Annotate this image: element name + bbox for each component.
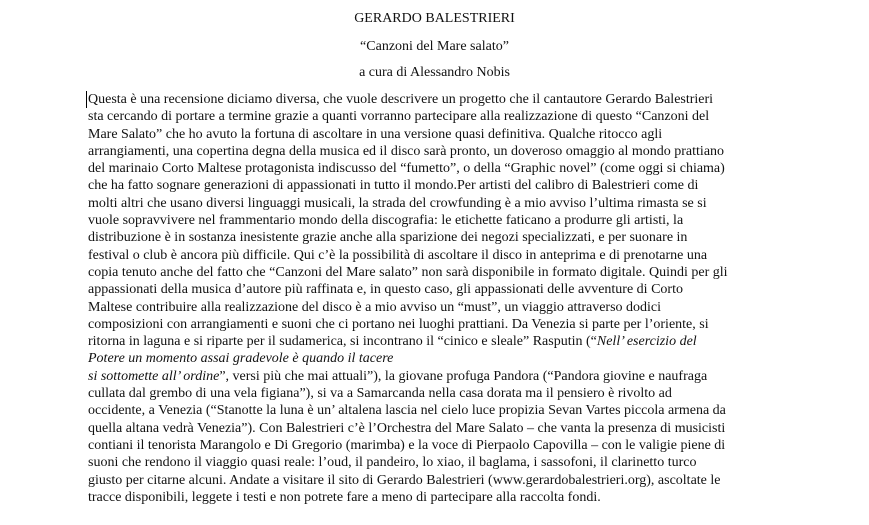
body-line: contiani il tenorista Marangolo e Di Gregorio (marimba) e la voce di Pierpaolo Capovilla – con le valigie piene di bbox=[88, 437, 726, 453]
body-line: distribuzione è in sostanza inesistente grazie anche alla sparizione dei negozi specializzati, e per suonare in bbox=[88, 230, 688, 246]
body-line: composizioni con arrangiamenti e suoni che ci portano nei luoghi prattiani. Da Venezia si parte per l’oriente, si bbox=[88, 316, 709, 332]
body-line-mixed bbox=[88, 368, 869, 385]
quote-italic-run: Nell’ esercizio del bbox=[596, 334, 697, 350]
article-author-heading: GERARDO BALESTRIERI bbox=[354, 11, 515, 26]
body-line: appassionati della musica d’autore più raffinata e, in questo caso, gli appassionati delle avventure di Corto bbox=[88, 282, 683, 298]
body-line: del marinaio Corto Maltese protagonista indiscusso del “fumetto”, o della “Graphic novel” (come oggi si chiama) bbox=[88, 161, 725, 177]
body-line: Mare Salato” che ho avuto la fortuna di ascoltare in una versione quasi definitiva. Qualche ritocco agli bbox=[88, 126, 663, 142]
body-line: molti altri che usano diversi linguaggi musicali, la strada del crowfunding è a mio avviso l’ultima rimasta se si bbox=[88, 195, 707, 211]
article-title: “Canzoni del Mare salato” bbox=[360, 39, 509, 54]
body-line: tracce disponibili, leggete i testi e non potrete fare a meno di partecipare alla raccolta fondi. bbox=[88, 489, 601, 505]
body-line-mixed bbox=[88, 333, 869, 350]
body-line: cullata dal grembo di una vela figiana”), si va a Samarcanda nella casa dorata ma il pensiero è rivolto ad bbox=[88, 386, 672, 402]
body-line: vuole sopravvivere nel frammentario mondo della discografia: le etichette faticano a produrre gli artisti, la bbox=[88, 213, 684, 229]
body-text-run: ritorna in laguna e si riparte per il sudamerica, si incontrano il “cinico e sleale” Rasputin (“ bbox=[88, 334, 597, 350]
body-line: che ha fatto sognare generazioni di appassionati in tutto il mondo.Per artisti del calibro di Balestrieri come di bbox=[88, 178, 699, 194]
body-line: occidente, a Venezia (“Stanotte la luna è un’ altalena lascia nel cielo luce propizia Sevan Vartes piccola armena da bbox=[88, 403, 726, 419]
body-text-run: ”, versi più che mai attuali”), la giovane profuga Pandora (“Pandora giovine e naufraga bbox=[219, 368, 708, 384]
body-line: copia tenuto anche del fatto che “Canzoni del Mare salato” non sarà disponibile in formato digitale. Quindi per gli bbox=[88, 264, 728, 280]
body-line: arrangiamenti, una copertina degna della musica ed il disco sarà pronto, un doveroso omaggio al mondo prattiano bbox=[88, 143, 725, 159]
body-line: Maltese contribuire alla realizzazione del disco è a mio avviso un “must”, un viaggio attraverso dodici bbox=[88, 299, 662, 315]
body-line: festival o club è ancora più difficile. Qui c’è la possibilità di ascoltare il disco in anteprima e di prenotarne una bbox=[88, 247, 708, 263]
article-body[interactable] bbox=[88, 91, 869, 506]
body-line: suoni che rendono il viaggio quasi reale: l’oud, il pandeiro, lo xiao, il baglama, i sassofoni, il clarinetto turco bbox=[88, 455, 697, 471]
body-line: giusto per citarne alcuni. Andate a visitare il sito di Gerardo Balestrieri (www.gerardobalestrieri.org), ascoltate le bbox=[88, 472, 721, 488]
article-curator-line: a cura di Alessandro Nobis bbox=[359, 65, 510, 80]
body-line: quella altana vedrà Venezia”). Con Balestrieri c’è l’Orchestra del Mare Salato – che vanta la presenza di musicisti bbox=[88, 420, 726, 436]
body-line: Questa è una recensione diciamo diversa, che vuole descrivere un progetto che il cantautore Gerardo Balestrieri bbox=[88, 92, 714, 107]
body-line: sta cercando di portare a termine grazie a quanti vorranno partecipare alla realizzazione di questo “Canzoni del bbox=[88, 109, 710, 125]
quote-italic-line: Potere un momento assai gradevole è quando il tacere bbox=[88, 351, 394, 367]
text-cursor bbox=[86, 91, 87, 108]
quote-italic-run: si sottomette all’ ordine bbox=[88, 368, 220, 384]
